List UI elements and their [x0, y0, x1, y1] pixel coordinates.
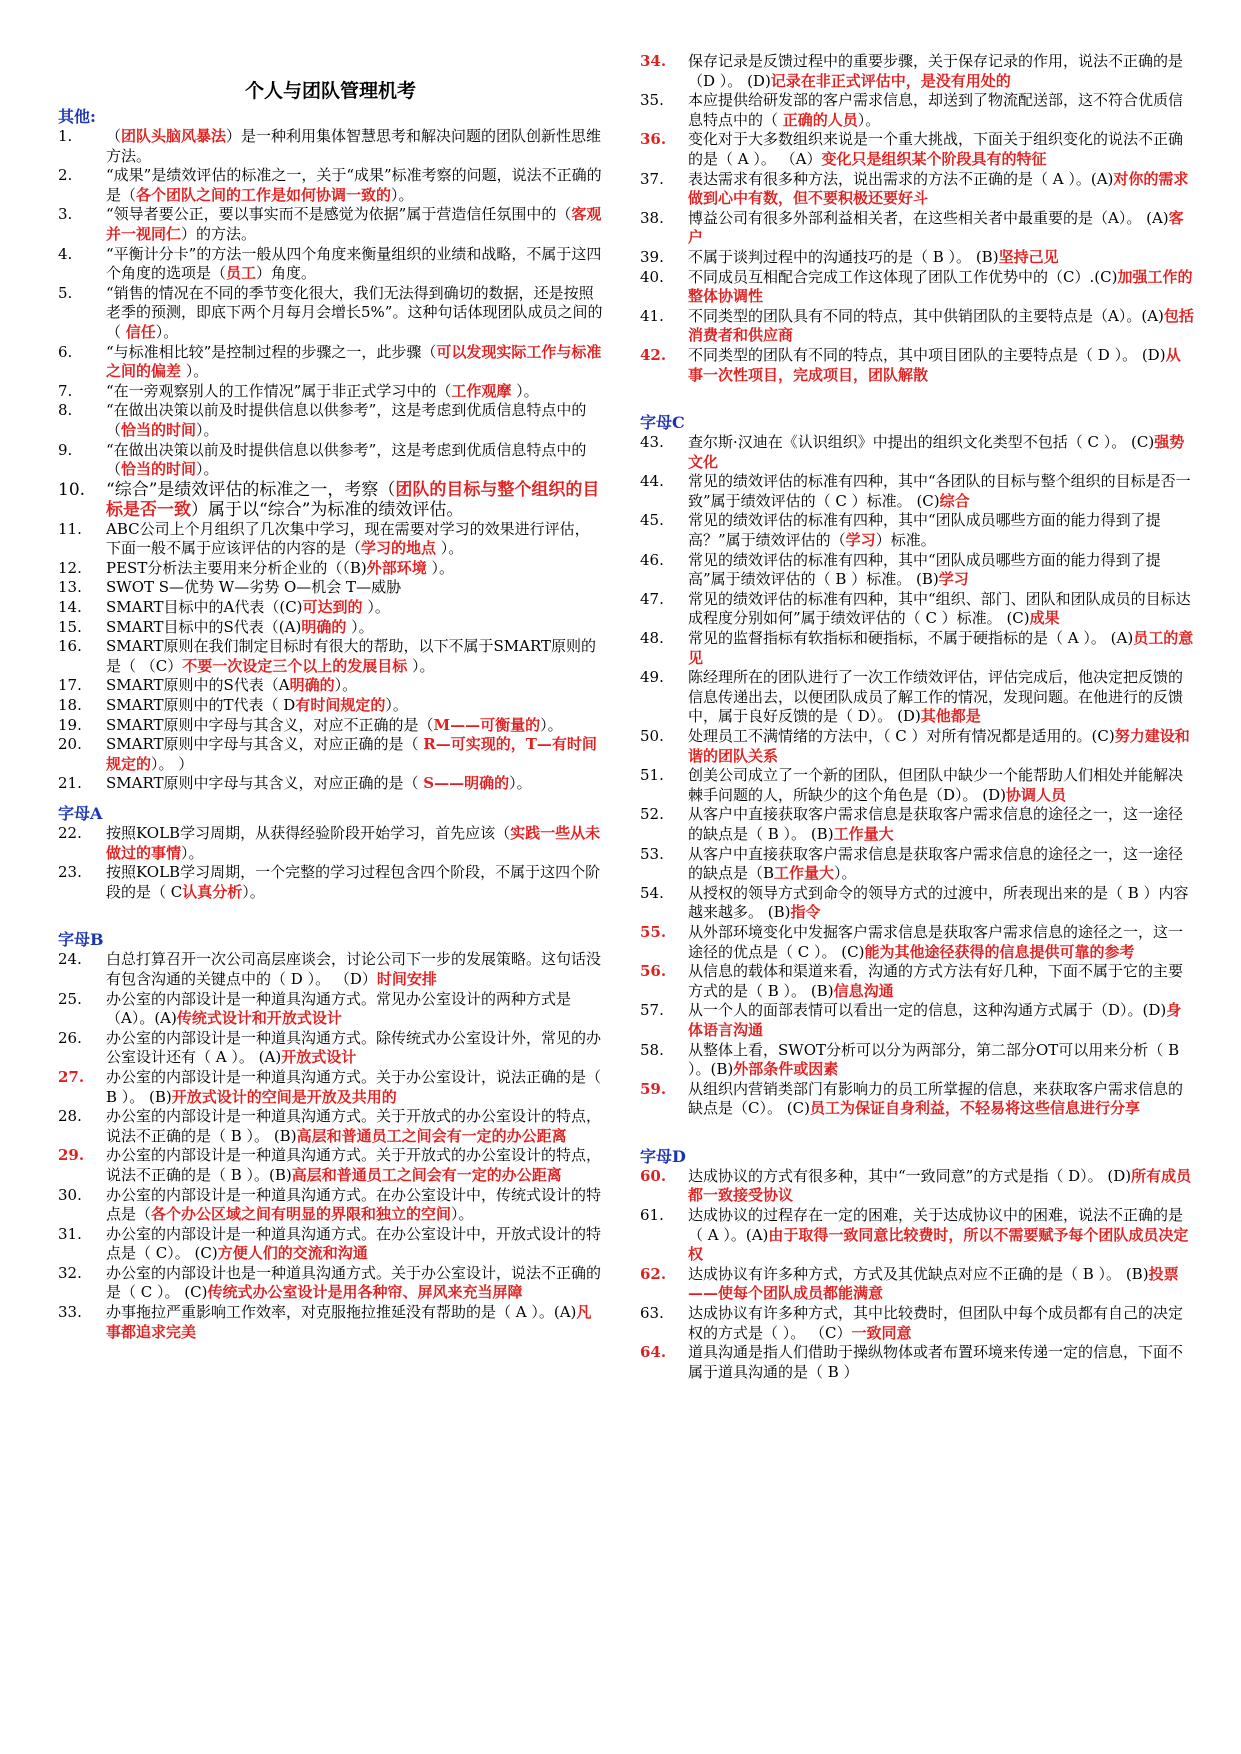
- question-item: [58, 245, 603, 284]
- answer-text: 努力建设和谐的团队关系: [688, 727, 1190, 765]
- question-text: 办公室的内部设计也是一种道具沟通方式。关于办公室设计，说法不正确的是（ C ）。 (C): [106, 1263, 602, 1302]
- question-number: 33.: [58, 1303, 82, 1322]
- question-text: 道具沟通是指人们借助于操纵物体或者布置环境来传递一定的信息，下面不属于道具沟通的是（ B ）: [688, 1343, 1184, 1381]
- answer-text: 学习的地点: [361, 539, 437, 558]
- question-text: 从外部环境变化中发掘客户需求信息是获取客户需求信息的途径之一，这一途径的优点是（ C ）。 (C): [688, 922, 1184, 961]
- answer-text: 客户: [688, 208, 1184, 247]
- answer-text: 坚持己见: [998, 247, 1059, 266]
- question-text: 保存记录是反馈过程中的重要步骤，关于保存记录的作用，说法不正确的是（D ）。 (D): [688, 52, 1184, 90]
- question-number: 3.: [58, 205, 73, 224]
- question-item: [640, 472, 1195, 511]
- question-item: [58, 578, 603, 598]
- answer-text: 成果: [1029, 609, 1060, 628]
- answer-text: 团队头脑风暴法: [121, 127, 227, 145]
- question-number: 31.: [58, 1224, 82, 1243]
- question-number: 34.: [640, 52, 667, 70]
- question-item: [640, 1265, 1195, 1304]
- question-text: 处理员工不满情绪的方法中，（ C ）对所有情况都是适用的。(C): [688, 727, 1115, 745]
- question-number: 53.: [640, 844, 664, 863]
- question-item: [640, 845, 1195, 884]
- answer-text: 一致同意: [851, 1323, 912, 1342]
- answer-text: 外部条件或因素: [733, 1060, 839, 1079]
- question-text: “销售的情况在不同的季节变化很大，我们无法得到确切的数据，还是按照老季的预测，即底下两个月每月会增长5%”。这种句话体现团队成员之间的（: [106, 283, 603, 341]
- question-text: 创美公司成立了一个新的团队，但团队中缺少一个能帮助人们相处并能解决棘手问题的人，所缺少的这个角色是（D）。 (D): [688, 766, 1184, 804]
- question-item: [640, 1167, 1195, 1206]
- question-number: 50.: [640, 727, 664, 745]
- question-text-end: ）。: [155, 322, 179, 341]
- question-item: [640, 268, 1195, 307]
- answer-text: 身体语言沟通: [688, 1001, 1182, 1039]
- question-number: 49.: [640, 668, 664, 687]
- question-item: [640, 130, 1195, 169]
- question-text-end: ）。: [451, 1205, 474, 1224]
- answer-text: 方便人们的交流和沟通: [217, 1244, 368, 1263]
- question-text: 从客户中直接获取客户需求信息是获取客户需求信息的途径之一，这一途径的缺点是（ B ）。 (B): [688, 805, 1184, 843]
- question-text-end: ）。: [181, 362, 209, 381]
- answer-text: 传统式办公室设计是用各种帘、屏风来充当屏障: [207, 1283, 523, 1302]
- question-item: [640, 248, 1195, 268]
- question-number: 14.: [58, 598, 82, 617]
- question-text: “在一旁观察别人的工作情况”属于非正式学习中的（: [106, 381, 452, 400]
- question-text-end: ）的方法。: [181, 224, 257, 243]
- question-number: 7.: [58, 381, 73, 400]
- question-number: 15.: [58, 617, 82, 636]
- question-text: SMART原则中字母与其含义，对应不正确的是（: [106, 715, 434, 734]
- left-column: [58, 0, 603, 1342]
- question-text: 按照KOLB学习周期，一个完整的学习过程包含四个阶段，不属于这四个阶段的是（ C: [106, 863, 601, 901]
- question-text: “在做出决策以前及时提供信息以供参考”，这是考虑到优质信息特点中的（: [106, 401, 587, 439]
- question-text: 从整体上看，SWOT分析可以分为两部分，第二部分OT可以用来分析（ B ）。(B): [688, 1040, 1180, 1079]
- question-number: 48.: [640, 629, 664, 648]
- question-text-end: ）。: [407, 656, 435, 675]
- answer-text: 外部环境: [366, 558, 427, 577]
- question-text: 常见的绩效评估的标准有四种，其中“团队成员哪些方面的能力得到了提高？”属于绩效评估的（: [688, 511, 1161, 550]
- question-item: [58, 1186, 603, 1225]
- question-item: [58, 696, 603, 716]
- question-number: 13.: [58, 578, 82, 597]
- answer-text: 各个办公区域之间有明显的界限和独立的空间: [151, 1205, 452, 1224]
- question-item: [640, 1080, 1195, 1119]
- answer-text: 对你的需求做到心中有数，但不要积极还要好斗: [688, 169, 1189, 208]
- answer-text: 所有成员都一致接受协议: [688, 1166, 1192, 1205]
- question-item: [640, 307, 1195, 346]
- answer-text: 信任: [125, 322, 156, 341]
- question-item: [58, 441, 603, 480]
- answer-text: 工作量大: [833, 824, 894, 843]
- question-number: 30.: [58, 1185, 82, 1204]
- question-number: 43.: [640, 433, 664, 452]
- question-text: 办公室的内部设计是一种道具沟通方式。在办公室设计中，传统式设计的特点是（: [106, 1185, 602, 1224]
- question-number: 20.: [58, 735, 82, 754]
- question-number: 36.: [640, 130, 667, 149]
- question-item: [640, 668, 1195, 727]
- answer-text: 协调人员: [1006, 785, 1067, 804]
- answer-text: M——可衡量的: [433, 715, 541, 734]
- question-item: [640, 962, 1195, 1001]
- question-text: 白总打算召开一次公司高层座谈会，讨论公司下一步的发展策略。这句话没有包含沟通的关键点中的（ D ）。 （D）: [106, 950, 602, 988]
- answer-text: 从事一次性项目，完成项目，团队解散: [688, 345, 1181, 384]
- question-text-end: ）。: [834, 864, 857, 883]
- question-text: 办事拖拉严重影响工作效率，对克服拖拉推延没有帮助的是（ A ）。(A): [106, 1303, 577, 1322]
- question-item: [640, 1304, 1195, 1343]
- question-text: ABC公司上个月组织了几次集中学习，现在需要对学习的效果进行评估，下面一般不属于应该评估的内容的是（: [106, 519, 590, 558]
- question-text: 办公室的内部设计是一种道具沟通方式。关于开放式的办公室设计的特点，说法不正确的是（ B ）。(B): [106, 1146, 602, 1184]
- question-text-end: ）。: [391, 185, 414, 204]
- question-item: [58, 618, 603, 638]
- question-text: “综合”是绩效评估的标准之一，考察（: [106, 479, 396, 500]
- question-text: 从客户中直接获取客户需求信息是获取客户需求信息的途径之一，这一途径的缺点是（B: [688, 844, 1184, 883]
- question-text-end: ）。: [426, 558, 454, 577]
- question-item: [640, 433, 1195, 472]
- question-text-end: ）。: [334, 676, 358, 695]
- question-number: 61.: [640, 1206, 664, 1225]
- answer-text: 投票——使每个团队成员都能满意: [688, 1264, 1179, 1303]
- question-number: 16.: [58, 637, 82, 656]
- answer-text: 不要一次设定三个以上的发展目标: [182, 656, 408, 675]
- question-text: 办公室的内部设计是一种道具沟通方式。除传统式办公室设计外，常见的办公室设计还有（ A ）。 (A): [106, 1028, 602, 1067]
- answer-text: 正确的人员: [782, 110, 858, 129]
- question-number: 60.: [640, 1166, 667, 1185]
- question-item: [58, 1225, 603, 1264]
- question-item: [58, 166, 603, 205]
- question-text-end: ）属于以“综合”为标准的绩效评估。: [191, 499, 464, 520]
- question-text: 达成协议有许多种方式，其中比较费时，但团队中每个成员都有自己的决定权的方式是（ ）。 （C）: [688, 1304, 1184, 1342]
- question-item: [58, 1068, 603, 1107]
- question-number: 51.: [640, 766, 664, 785]
- question-item: [58, 1029, 603, 1068]
- question-number: 39.: [640, 247, 664, 266]
- question-item: [640, 805, 1195, 844]
- question-item: [58, 1264, 603, 1303]
- question-item: [58, 1146, 603, 1185]
- question-item: [640, 884, 1195, 923]
- question-number: 6.: [58, 342, 73, 361]
- answer-text: 信息沟通: [833, 981, 894, 1000]
- question-text-end: ）。 ）: [151, 754, 194, 773]
- question-text-end: ）。: [181, 843, 204, 862]
- answer-text: 学习: [938, 570, 969, 589]
- answer-text: 有时间规定的: [295, 696, 386, 715]
- spacer: [640, 385, 1195, 403]
- answer-text: 各个团队之间的工作是如何协调一致的: [136, 185, 392, 204]
- question-text: 从组织内营销类部门有影响力的员工所掌握的信息，来获取客户需求信息的缺点是（C）。 (C): [688, 1079, 1184, 1118]
- question-item: [58, 1303, 603, 1342]
- answer-text: 能为其他途径获得的信息提供可靠的参考: [864, 942, 1135, 961]
- question-text: 办公室的内部设计是一种道具沟通方式。关于办公室设计，说法正确的是（ B ）。 (B): [106, 1067, 602, 1106]
- question-text: 不属于谈判过程中的沟通技巧的是（ B ）。 (B): [688, 247, 999, 266]
- right-column: [640, 0, 1195, 1382]
- question-item: [58, 343, 603, 382]
- answer-text: 包括消费者和供应商: [688, 306, 1194, 345]
- question-text: 从授权的领导方式到命令的领导方式的过渡中，所表现出来的是（ B ）内容越来越多。 (B): [688, 883, 1189, 922]
- answer-text: 工作量大: [774, 864, 835, 883]
- answer-text: 可达到的: [302, 598, 363, 617]
- question-text: 不同类型的团队具有不同的特点，其中供销团队的主要特点是（A）。(A): [688, 306, 1164, 325]
- question-number: 2.: [58, 166, 73, 185]
- question-text-end: ）标准。: [875, 531, 936, 550]
- question-text: 办公室的内部设计是一种道具沟通方式。关于开放式的办公室设计的特点，说法不正确的是（ B ）。 (B): [106, 1107, 602, 1145]
- question-text: 不同类型的团队有不同的特点，其中项目团队的主要特点是（ D ）。 (D): [688, 345, 1166, 364]
- answer-text: 工作观摩: [451, 381, 512, 400]
- question-text: 达成协议有许多种方式，方式及其优缺点对应不正确的是（ B ）。 (B): [688, 1264, 1149, 1283]
- page-title: 个人与团队管理机考: [244, 80, 416, 102]
- question-number: 63.: [640, 1304, 664, 1323]
- question-item: [640, 346, 1195, 385]
- question-item: [640, 1041, 1195, 1080]
- question-number: 44.: [640, 472, 664, 491]
- question-number: 11.: [58, 519, 82, 538]
- question-text: PEST分析法主要用来分析企业的（（B): [106, 558, 367, 577]
- answer-text: 加强工作的整体协调性: [688, 267, 1193, 306]
- question-number: 22.: [58, 824, 82, 842]
- answer-text: 可以发现实际工作与标准之间的偏差: [106, 342, 602, 381]
- question-number: 42.: [640, 345, 667, 364]
- question-number: 45.: [640, 511, 664, 530]
- answer-text: 传统式设计和开放式设计: [176, 1009, 342, 1028]
- question-number: 58.: [640, 1040, 664, 1059]
- question-text-end: ）。: [511, 381, 539, 400]
- question-text: 变化对于大多数组织来说是一个重大挑战，下面关于组织变化的说法不正确的是（ A ）。 （A）: [688, 130, 1184, 168]
- question-text: 办公室的内部设计是一种道具沟通方式。在办公室设计中，开放式设计的特点是（ C）。 (C): [106, 1224, 602, 1263]
- section-heading: 字母C: [640, 413, 685, 433]
- question-item: [58, 382, 603, 402]
- question-text: 陈经理所在的团队进行了一次工作绩效评估，评估完成后，他决定把反馈的信息传递出去，以便团队成员了解工作的情况，发现问题。在他进行的反馈中，属于良好反馈的是（ D）。 (D): [688, 668, 1184, 726]
- question-text: 本应提供给研发部的客户需求信息，却送到了物流配送部，这不符合优质信息特点中的（: [688, 91, 1184, 129]
- question-item: [58, 950, 603, 989]
- question-number: 29.: [58, 1146, 85, 1165]
- section-heading: 字母D: [640, 1146, 686, 1166]
- question-number: 54.: [640, 883, 664, 902]
- answer-text: 学习: [845, 531, 876, 550]
- question-item: [58, 863, 603, 902]
- section-heading: 字母B: [58, 930, 104, 950]
- question-item: [58, 520, 603, 559]
- question-item: [640, 1001, 1195, 1040]
- question-text: SMART目标中的A代表（(C): [106, 598, 303, 617]
- question-text-end: ）。: [436, 539, 464, 558]
- answer-text: 变化只是组织某个阶段具有的特征: [821, 149, 1047, 168]
- question-item: [58, 284, 603, 343]
- question-text: 不同成员互相配合完成工作这体现了团队工作优势中的（C）.(C): [688, 267, 1118, 286]
- question-number: 41.: [640, 306, 664, 325]
- question-item: [640, 91, 1195, 130]
- question-item: [640, 209, 1195, 248]
- question-item: [58, 676, 603, 696]
- question-item: [640, 629, 1195, 668]
- question-text: 常见的监督指标有软指标和硬指标，不属于硬指标的是（ A ）。 (A): [688, 629, 1134, 648]
- question-text-end: ）。: [857, 110, 881, 129]
- answer-text: 员工为保证自身利益，不轻易将这些信息进行分享: [809, 1099, 1140, 1118]
- answer-text: S——明确的: [423, 774, 510, 793]
- question-text: “领导者要公正，要以事实而不是感觉为依据”属于营造信任氛围中的（: [106, 205, 572, 224]
- question-number: 57.: [640, 1001, 664, 1020]
- question-text: “与标准相比较”是控制过程的步骤之一，此步骤（: [106, 342, 437, 361]
- question-text: 从信息的载体和渠道来看，沟通的方式方法有好几种，下面不属于它的主要方式的是（ B ）。 (B): [688, 962, 1184, 1000]
- question-number: 46.: [640, 550, 664, 569]
- question-text: “平衡计分卡”的方法一般从四个角度来衡量组织的业绩和战略，不属于这四个角度的选项是（: [106, 244, 602, 283]
- question-text-end: ）。: [540, 715, 563, 734]
- answer-text: 明确的: [301, 617, 347, 636]
- question-item: [58, 774, 603, 794]
- answer-text: 强势文化: [688, 433, 1185, 471]
- question-text: “成果”是绩效评估的标准之一，关于“成果”标准考察的问题，说法不正确的是（: [106, 166, 602, 204]
- question-text-end: ）是一种利用集体智慧思考和解决问题的团队创新性思维方法。: [106, 127, 602, 165]
- question-number: 56.: [640, 962, 667, 981]
- question-number: 37.: [640, 169, 664, 188]
- question-item: [640, 727, 1195, 766]
- answer-text: 指令: [790, 903, 821, 922]
- question-item: [58, 480, 603, 520]
- answer-text: 其他都是: [920, 707, 981, 726]
- question-text: 常见的绩效评估的标准有四种，其中“团队成员哪些方面的能力得到了提高”属于绩效评估的（ B ）标准。 (B): [688, 550, 1161, 589]
- question-text: 博益公司有很多外部利益相关者，在这些相关者中最重要的是（A）。 (A): [688, 208, 1169, 227]
- question-item: [58, 559, 603, 579]
- question-number: 35.: [640, 91, 664, 110]
- question-text: SMART原则中的T代表（ D: [106, 696, 296, 715]
- answer-text: 明确的: [289, 676, 335, 695]
- question-item: [58, 990, 603, 1029]
- answer-text: 开放式设计的空间是开放及共用的: [171, 1087, 397, 1106]
- question-item: [640, 551, 1195, 590]
- question-item: [640, 766, 1195, 805]
- question-text: SMART原则中字母与其含义，对应正确的是（: [106, 735, 424, 754]
- question-text: “在做出决策以前及时提供信息以供参考”，这是考虑到优质信息特点中的（: [106, 440, 587, 479]
- question-text: 达成协议的方式有很多种，其中“一致同意”的方式是指（ D）。 (D): [688, 1166, 1132, 1185]
- question-number: 12.: [58, 558, 82, 577]
- question-number: 25.: [58, 989, 82, 1008]
- answer-text: 开放式设计: [281, 1048, 357, 1067]
- question-text: （: [106, 127, 122, 145]
- question-item: [640, 511, 1195, 550]
- answer-text: 时间安排: [376, 969, 437, 988]
- answer-text: 综合: [939, 491, 970, 510]
- question-number: 26.: [58, 1028, 82, 1047]
- question-text-end: ）。: [362, 598, 390, 617]
- question-item: [640, 1206, 1195, 1265]
- question-number: 17.: [58, 676, 82, 695]
- question-number: 10.: [58, 479, 86, 500]
- question-text: SWOT S—优势 W—劣势 O—机会 T—威胁: [106, 578, 402, 597]
- answer-text: 客观并一视同仁: [106, 205, 602, 243]
- answer-text: R—可实现的，T—有时间规定的: [106, 735, 597, 773]
- question-number: 24.: [58, 950, 82, 969]
- question-text: SMART目标中的S代表（(A): [106, 617, 302, 636]
- answer-text: 恰当的时间: [121, 460, 197, 479]
- question-number: 55.: [640, 922, 667, 941]
- question-number: 64.: [640, 1343, 667, 1362]
- question-number: 8.: [58, 401, 73, 420]
- answer-text: 记录在非正式评估中，是没有用处的: [770, 71, 1011, 90]
- question-item: [58, 127, 603, 166]
- answer-text: 凡事都追求完美: [106, 1303, 592, 1341]
- question-text-end: ）。: [509, 774, 532, 793]
- question-item: [58, 598, 603, 618]
- question-text-end: ）。: [385, 696, 408, 715]
- answer-text: 认真分析: [182, 882, 243, 901]
- question-number: 21.: [58, 774, 82, 793]
- spacer: [640, 1119, 1195, 1137]
- question-text: SMART原则中的S代表（A: [106, 676, 290, 695]
- question-item: [58, 716, 603, 736]
- question-text: 达成协议的过程存在一定的困难，关于达成协议中的困难，说法不正确的是（ A ）。(A): [688, 1206, 1184, 1244]
- question-number: 18.: [58, 696, 82, 715]
- question-text: 办公室的内部设计是一种道具沟通方式。常见办公室设计的两种方式是（A）。(A): [106, 989, 572, 1028]
- question-number: 19.: [58, 715, 82, 734]
- question-item: [640, 923, 1195, 962]
- question-item: [58, 1107, 603, 1146]
- question-text: 查尔斯·汉迪在《认识组织》中提出的组织文化类型不包括（ C ）。 (C): [688, 433, 1155, 452]
- question-number: 52.: [640, 805, 664, 824]
- question-item: [640, 170, 1195, 209]
- question-number: 1.: [58, 127, 73, 145]
- question-text: 常见的绩效评估的标准有四种，其中“组织、部门、团队和团队成员的目标达成程度分别如何”属于绩效评估的（ C ）标准。 (C): [688, 589, 1191, 628]
- question-text-end: ）。: [196, 420, 219, 439]
- question-number: 38.: [640, 208, 664, 227]
- answer-text: 高层和普通员工之间会有一定的办公距离: [296, 1126, 567, 1145]
- section-heading: 其他:: [58, 107, 96, 126]
- section-heading: 字母A: [58, 804, 103, 823]
- question-text: SMART原则中字母与其含义，对应正确的是（: [106, 774, 424, 793]
- answer-text: 实践一些从未做过的事情: [106, 824, 601, 862]
- question-text: 按照KOLB学习周期，从获得经验阶段开始学习，首先应该（: [106, 824, 511, 842]
- question-text: 表达需求有很多种方法，说出需求的方法不正确的是（ A ）。(A): [688, 169, 1114, 188]
- question-text: SMART原则在我们制定目标时有很大的帮助，以下不属于SMART原则的是（ （C）: [106, 637, 597, 675]
- answer-text: 恰当的时间: [121, 420, 197, 439]
- question-text-end: ）角度。: [256, 264, 317, 283]
- answer-text: 由于取得一致同意比较费时，所以不需要赋予每个团队成员决定权: [688, 1225, 1189, 1264]
- question-number: 5.: [58, 283, 73, 302]
- question-number: 28.: [58, 1107, 82, 1126]
- question-item: [58, 401, 603, 440]
- question-number: 47.: [640, 589, 664, 608]
- question-number: 9.: [58, 440, 73, 459]
- question-text: 从一个人的面部表情可以看出一定的信息，这种沟通方式属于（D）。(D): [688, 1001, 1167, 1020]
- question-item: [640, 1343, 1195, 1382]
- question-item: [58, 824, 603, 863]
- answer-text: 团队的目标与整个组织的目标是否一致: [106, 479, 600, 520]
- question-text: 常见的绩效评估的标准有四种，其中“各团队的目标与整个组织的目标是否一致”属于绩效评估的（ C ）标准。 (C): [688, 472, 1191, 510]
- question-item: [640, 590, 1195, 629]
- answer-text: 员工的意见: [688, 629, 1194, 667]
- question-item: [58, 205, 603, 244]
- question-number: 40.: [640, 267, 664, 286]
- question-item: [58, 637, 603, 676]
- question-text-end: ）。: [346, 617, 374, 636]
- question-number: 4.: [58, 244, 73, 263]
- spacer: [58, 902, 603, 920]
- question-item: [640, 52, 1195, 91]
- question-number: 32.: [58, 1263, 82, 1282]
- question-number: 27.: [58, 1067, 85, 1086]
- question-number: 62.: [640, 1264, 667, 1283]
- question-text-end: ）。: [196, 460, 219, 479]
- question-item: [58, 735, 603, 774]
- question-text-end: ）。: [242, 882, 265, 901]
- answer-text: 员工: [226, 264, 257, 283]
- answer-text: 高层和普通员工之间会有一定的办公距离: [291, 1165, 562, 1184]
- question-number: 59.: [640, 1079, 667, 1098]
- question-number: 23.: [58, 863, 82, 882]
